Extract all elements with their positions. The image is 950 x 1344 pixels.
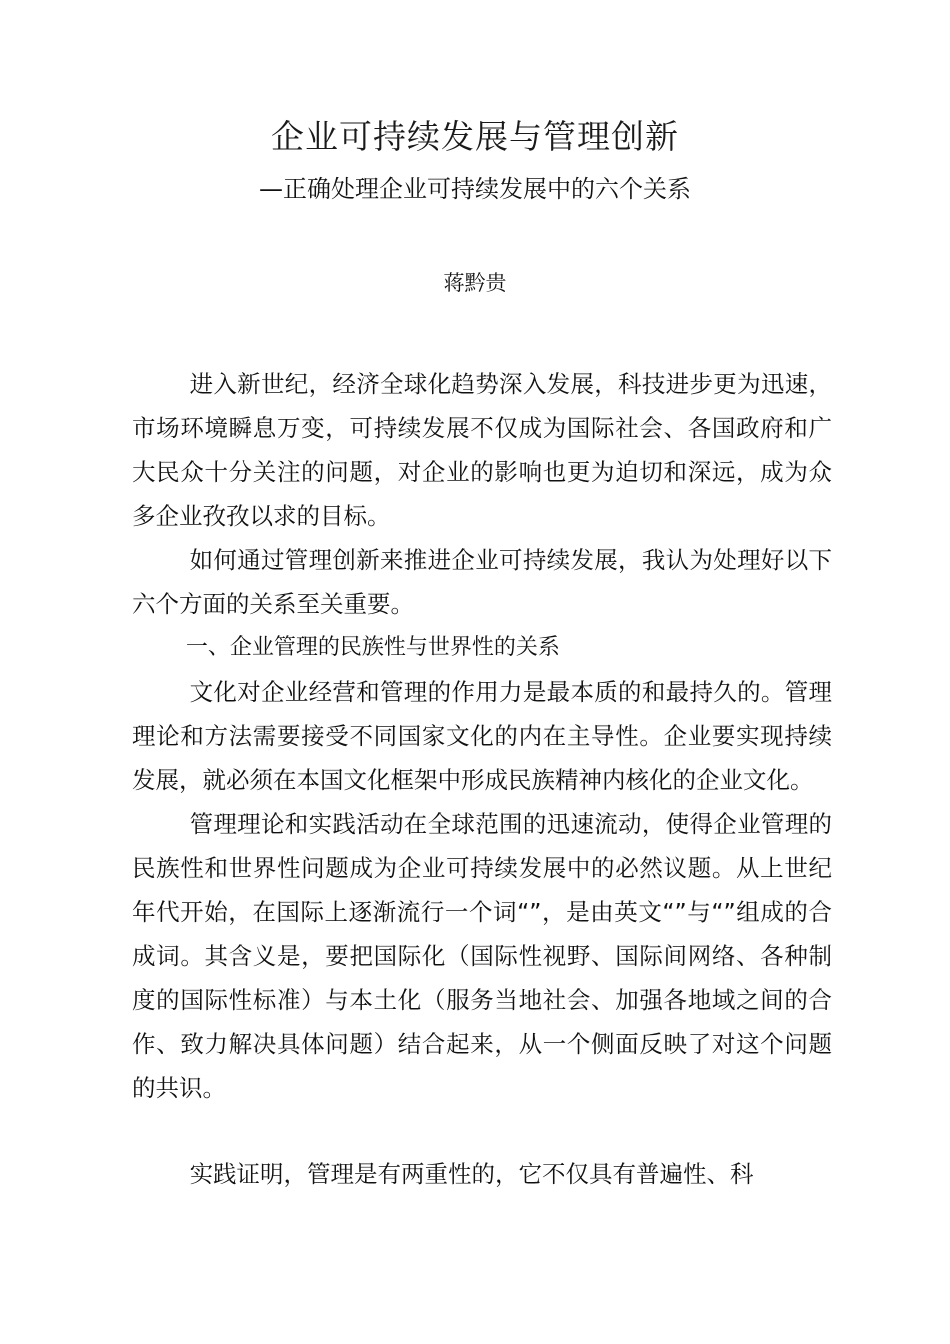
paragraph-practice: 实践证明，管理是有两重性的，它不仅具有普遍性、科	[189, 1160, 754, 1188]
document-subtitle: —正确处理企业可持续发展中的六个关系	[259, 175, 691, 203]
document-title: 企业可持续发展与管理创新	[271, 117, 679, 156]
paragraph-culture: 文化对企业经营和管理的作用力是最本质的和最持久的。管理理论和方法需要接受不同国家文化的内在主导性。企业要实现持续发展，就必须在本国文化框架中形成民族精神内核化的企业文化。	[132, 678, 832, 794]
section-heading-1: 一、企业管理的民族性与世界性的关系	[185, 635, 560, 660]
document-body	[132, 362, 832, 1196]
paragraph-globalization: 管理理论和实践活动在全球范围的迅速流动，使得企业管理的民族性和世界性问题成为企业可持续发展中的必然议题。从上世纪年代开始，在国际上逐渐流行一个词“”，是由英文“”与“”组成的合成词。其含义是，要把国际化（国际性视野、国际间网络、各种制度的国际性标准）与本土化（服务当地社会、加强各地域之间的合作、致力解决具体问题）结合起来，从一个侧面反映了对这个问题的共识。	[132, 810, 832, 1102]
paragraph-thesis: 如何通过管理创新来推进企业可持续发展，我认为处理好以下六个方面的关系至关重要。	[132, 546, 832, 618]
author-name: 蒋黔贵	[443, 271, 507, 295]
paragraph-intro: 进入新世纪，经济全球化趋势深入发展，科技进步更为迅速，市场环境瞬息万变，可持续发展不仅成为国际社会、各国政府和广大民众十分关注的问题，对企业的影响也更为迫切和深远，成为众多企业孜孜以求的目标。	[132, 370, 832, 530]
